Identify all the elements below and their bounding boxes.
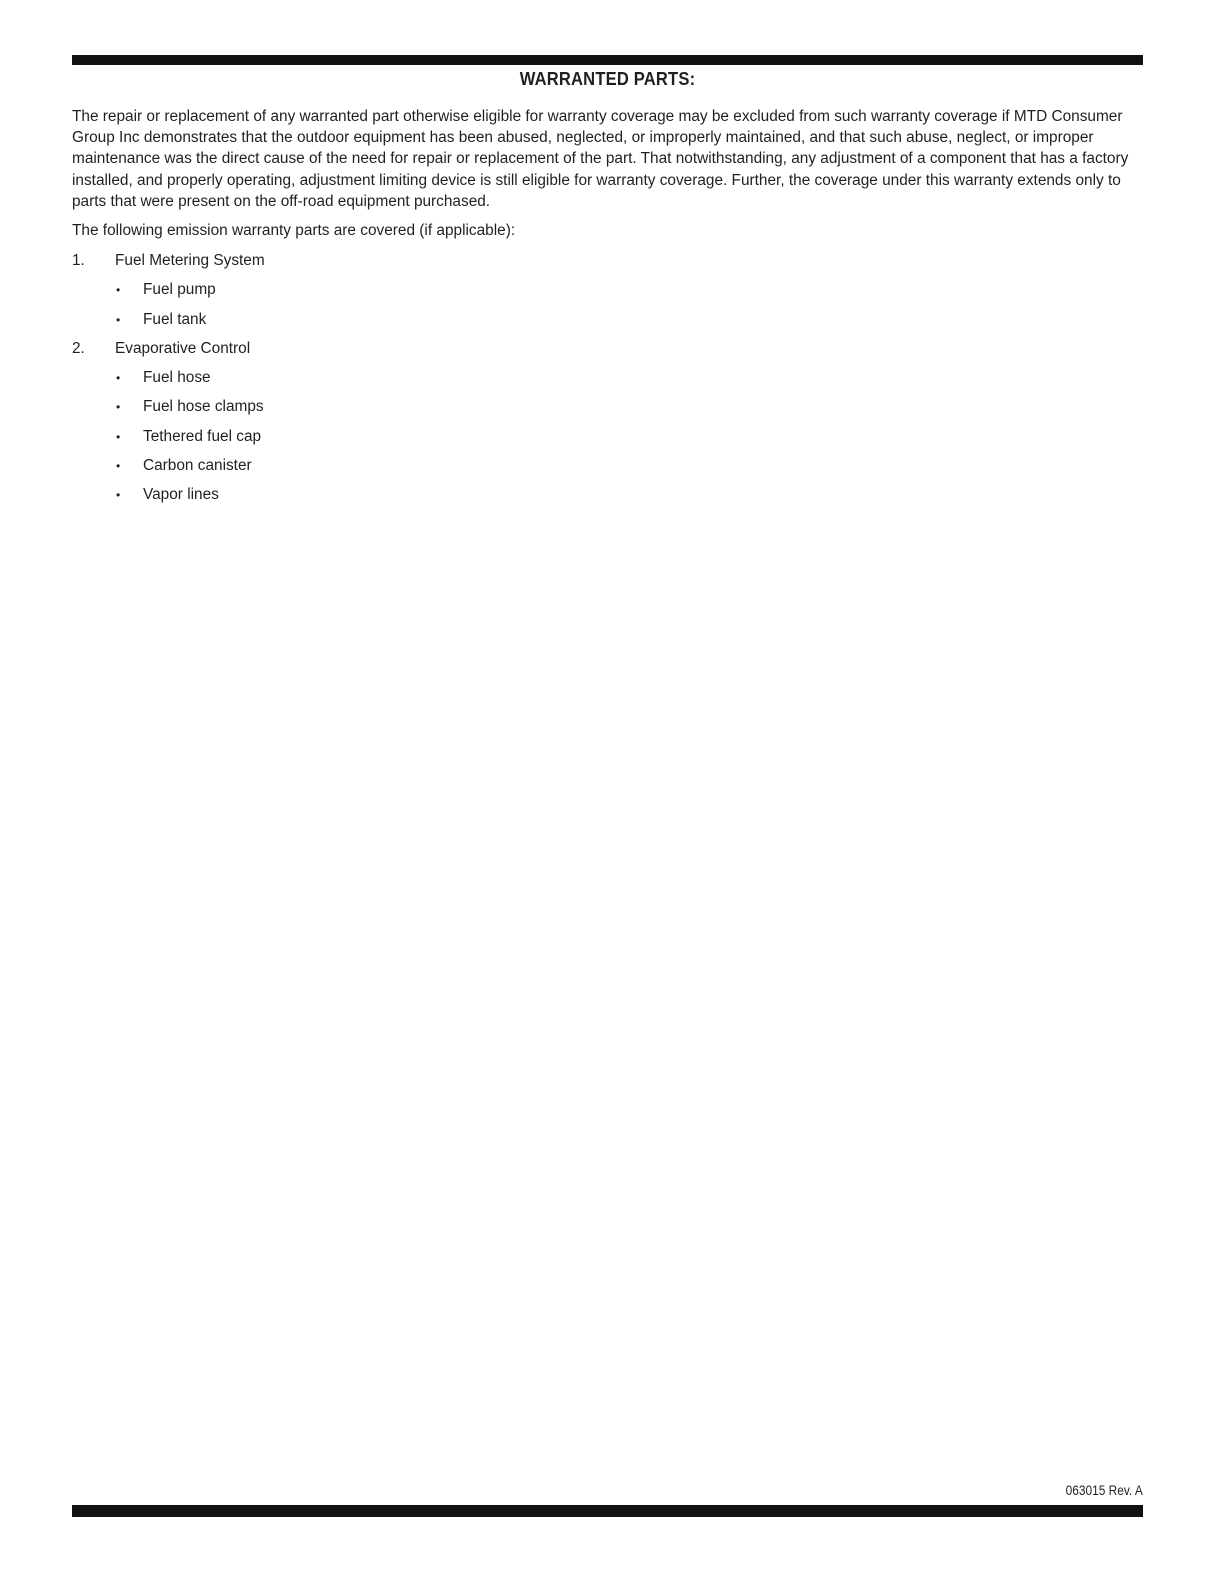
sub-list bbox=[72, 279, 265, 338]
top-divider-bar bbox=[72, 55, 1143, 65]
sub-list-item bbox=[116, 396, 265, 425]
sub-item-label: Fuel hose bbox=[143, 369, 211, 387]
sub-item-label: Fuel hose clamps bbox=[143, 398, 264, 416]
sub-list-item bbox=[116, 279, 265, 308]
bullet-icon: • bbox=[116, 429, 121, 444]
sub-item-label: Vapor lines bbox=[143, 486, 219, 504]
warranted-parts-list bbox=[72, 250, 265, 514]
sub-item-label: Carbon canister bbox=[143, 457, 252, 475]
bullet-icon: • bbox=[116, 459, 121, 474]
sub-list-item bbox=[116, 455, 265, 484]
bullet-icon: • bbox=[116, 488, 121, 503]
list-item-fuel-metering bbox=[72, 250, 265, 338]
sub-list-item bbox=[116, 484, 265, 513]
bullet-icon: • bbox=[116, 283, 121, 298]
sub-list-item bbox=[116, 309, 265, 338]
list-item-number: 1. bbox=[72, 252, 85, 269]
sub-item-label: Fuel pump bbox=[143, 281, 216, 299]
bullet-icon: • bbox=[116, 371, 121, 386]
bullet-icon: • bbox=[116, 400, 121, 415]
covered-parts-intro: The following emission warranty parts are covered (if applicable): bbox=[72, 222, 516, 239]
bullet-icon: • bbox=[116, 312, 121, 327]
section-title: WARRANTED PARTS: bbox=[519, 69, 696, 89]
list-item-label: Evaporative Control bbox=[115, 339, 251, 357]
sub-list-item bbox=[116, 367, 265, 396]
sub-item-label: Fuel tank bbox=[143, 310, 207, 328]
list-item-number: 2. bbox=[72, 339, 85, 357]
sub-list-item bbox=[116, 426, 265, 455]
sub-item-label: Tethered fuel cap bbox=[143, 427, 262, 445]
warranty-paragraph: The repair or replacement of any warranted part otherwise eligible for warranty coverage may be excluded from such warranty coverage if MTD Consumer Group Inc demonstrates that the outdoor equipment has been abused, neglected, or improperly maintained, and that such abuse, neglect, or improper maintenance was the direct cause of the need for repair or replacement of the part. That notwithstanding, any adjustment of a component that has a factory installed, and properly operating, adjustment limiting device is still eligible for warranty coverage. Further, the coverage under this warranty extends only to parts that were present on the off-road equipment purchased. bbox=[72, 108, 1129, 210]
sub-list bbox=[72, 367, 265, 513]
list-item-label: Fuel Metering System bbox=[115, 252, 265, 269]
bottom-divider-bar bbox=[72, 1505, 1143, 1517]
document-revision-code: 063015 Rev. A bbox=[1065, 1482, 1143, 1498]
list-item-evaporative-control bbox=[72, 338, 265, 514]
